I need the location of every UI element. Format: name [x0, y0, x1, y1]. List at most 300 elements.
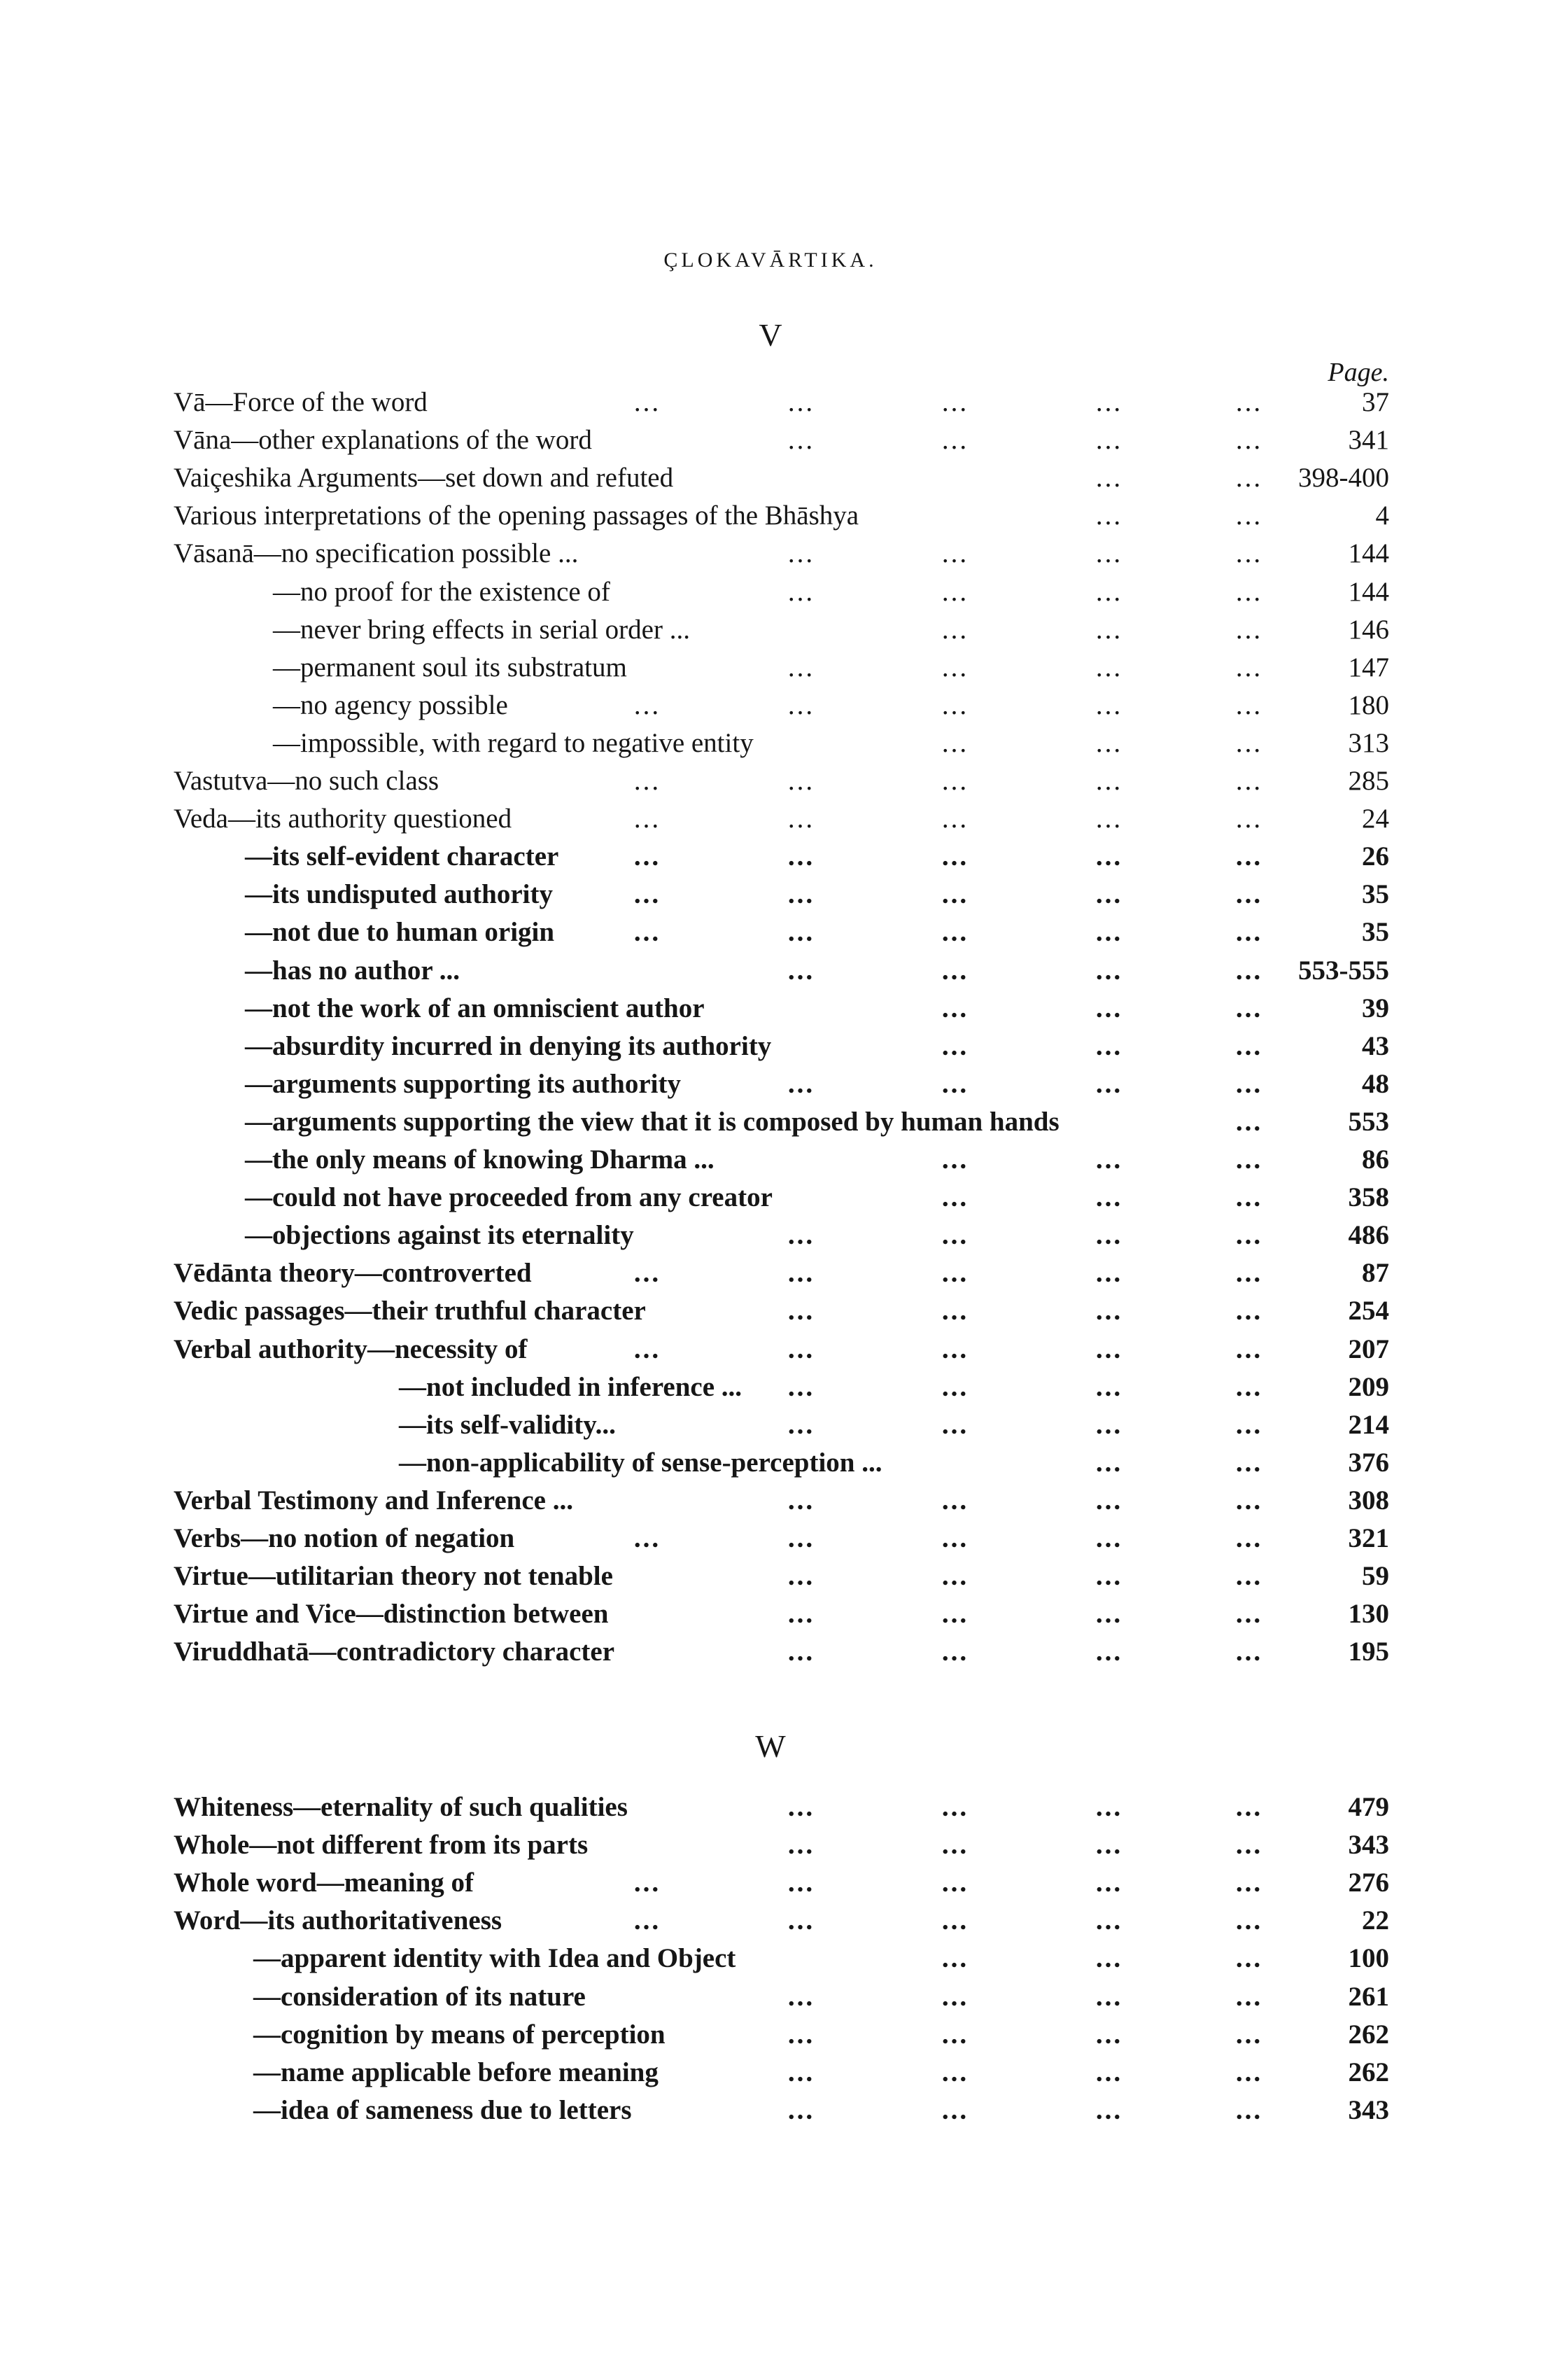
entry-label: —idea of sameness due to letters [253, 2094, 632, 2125]
leader-dots: ... [941, 955, 969, 986]
entry-page-number: 209 [1348, 1371, 1389, 1402]
leader-dots: ... [941, 1905, 969, 1936]
leader-dots: ... [787, 1220, 815, 1251]
index-entry [0, 1028, 1541, 1065]
leader-dots: ... [941, 576, 969, 607]
leader-dots: ... [1235, 1068, 1263, 1099]
leader-dots: ... [1095, 1409, 1123, 1440]
leader-dots: ... [633, 766, 661, 796]
leader-dots: ... [1095, 1868, 1123, 1898]
leader-dots: ... [1095, 538, 1123, 569]
leader-dots: ... [787, 1258, 815, 1289]
leader-dots: ... [1235, 879, 1263, 910]
leader-dots: ... [787, 804, 815, 834]
entry-label: Vaiçeshika Arguments—set down and refuted [174, 463, 674, 493]
index-entry [0, 800, 1541, 838]
leader-dots: ... [1235, 500, 1263, 531]
index-entry [0, 535, 1541, 573]
entry-label: —non-applicability of sense-perception ... [399, 1447, 882, 1478]
entry-label: —not included in inference ... [399, 1371, 743, 1402]
index-entry [0, 1368, 1541, 1406]
leader-dots: ... [1095, 1905, 1123, 1936]
leader-dots: ... [1095, 879, 1123, 910]
leader-dots: ... [787, 1068, 815, 1099]
leader-dots: ... [787, 425, 815, 456]
entry-label: Vāna—other explanations of the word [174, 425, 592, 456]
entry-label: —no agency possible [273, 690, 508, 720]
leader-dots: ... [1095, 1296, 1123, 1326]
index-entry [0, 990, 1541, 1028]
leader-dots: ... [941, 538, 969, 569]
leader-dots: ... [941, 387, 969, 417]
index-entry [0, 1217, 1541, 1254]
entry-page-number: 86 [1362, 1144, 1389, 1175]
leader-dots: ... [787, 1485, 815, 1516]
leader-dots: ... [787, 2019, 815, 2050]
index-entry [0, 2016, 1541, 2054]
leader-dots: ... [787, 538, 815, 569]
leader-dots: ... [633, 1868, 661, 1898]
entry-label: Virtue—utilitarian theory not tenable [174, 1561, 613, 1592]
entry-page-number: 343 [1348, 1830, 1389, 1861]
entry-page-number: 43 [1362, 1030, 1389, 1061]
index-entry [0, 1254, 1541, 1292]
leader-dots: ... [941, 766, 969, 796]
entry-label: Whole—not different from its parts [174, 1830, 589, 1861]
index-entry [0, 876, 1541, 913]
leader-dots: ... [941, 879, 969, 910]
leader-dots: ... [1235, 2057, 1263, 2087]
leader-dots: ... [1095, 1943, 1123, 1974]
entry-page-number: 285 [1348, 766, 1389, 796]
entry-label: Vēdānta theory—controverted [174, 1258, 532, 1289]
leader-dots: ... [1095, 727, 1123, 758]
leader-dots: ... [1095, 1830, 1123, 1861]
leader-dots: ... [1095, 1144, 1123, 1175]
entry-label: Veda—its authority questioned [174, 804, 512, 834]
leader-dots: ... [1095, 1030, 1123, 1061]
entry-label: —arguments supporting the view that it is composed by human hands [245, 1106, 1060, 1137]
entry-page-number: 261 [1348, 1981, 1389, 2012]
leader-dots: ... [1095, 425, 1123, 456]
leader-dots: ... [787, 841, 815, 872]
index-entry [0, 1103, 1541, 1141]
leader-dots: ... [787, 879, 815, 910]
leader-dots: ... [787, 1409, 815, 1440]
entry-page-number: 195 [1348, 1637, 1389, 1667]
leader-dots: ... [941, 804, 969, 834]
entry-page-number: 144 [1348, 576, 1389, 607]
leader-dots: ... [1235, 1409, 1263, 1440]
entry-label: —not due to human origin [245, 917, 555, 948]
entry-page-number: 262 [1348, 2019, 1389, 2050]
index-entry [0, 687, 1541, 724]
index-entry [0, 1864, 1541, 1902]
entry-page-number: 24 [1362, 804, 1389, 834]
entry-label: —the only means of knowing Dharma ... [245, 1144, 715, 1175]
running-title: ÇLOKAVĀRTIKA. [663, 248, 878, 272]
entry-label: Viruddhatā—contradictory character [174, 1637, 615, 1667]
entry-page-number: 100 [1348, 1943, 1389, 1974]
entry-page-number: 4 [1375, 500, 1389, 531]
leader-dots: ... [787, 1981, 815, 2012]
leader-dots: ... [1095, 2094, 1123, 2125]
leader-dots: ... [1095, 766, 1123, 796]
leader-dots: ... [1235, 690, 1263, 720]
leader-dots: ... [787, 766, 815, 796]
entry-page-number: 358 [1348, 1182, 1389, 1213]
leader-dots: ... [941, 993, 969, 1023]
index-entry [0, 2092, 1541, 2129]
leader-dots: ... [633, 690, 661, 720]
leader-dots: ... [1235, 1905, 1263, 1936]
leader-dots: ... [1095, 1371, 1123, 1402]
index-entry [0, 2054, 1541, 2092]
leader-dots: ... [941, 1068, 969, 1099]
leader-dots: ... [1095, 652, 1123, 682]
leader-dots: ... [787, 955, 815, 986]
leader-dots: ... [787, 1637, 815, 1667]
leader-dots: ... [941, 1485, 969, 1516]
leader-dots: ... [787, 1561, 815, 1592]
entry-label: Whole word—meaning of [174, 1868, 474, 1898]
leader-dots: ... [1235, 1144, 1263, 1175]
leader-dots: ... [1235, 766, 1263, 796]
entry-page-number: 35 [1362, 879, 1389, 910]
leader-dots: ... [1095, 1792, 1123, 1822]
leader-dots: ... [1095, 1523, 1123, 1553]
leader-dots: ... [941, 1599, 969, 1630]
leader-dots: ... [1235, 538, 1263, 569]
leader-dots: ... [941, 1030, 969, 1061]
entry-page-number: 87 [1362, 1258, 1389, 1289]
index-entry [0, 1406, 1541, 1444]
leader-dots: ... [1235, 1830, 1263, 1861]
leader-dots: ... [1235, 652, 1263, 682]
leader-dots: ... [941, 1144, 969, 1175]
leader-dots: ... [787, 1905, 815, 1936]
index-entry [0, 1558, 1541, 1595]
index-entry [0, 1633, 1541, 1671]
leader-dots: ... [787, 2094, 815, 2125]
entry-page-number: 313 [1348, 727, 1389, 758]
leader-dots: ... [1235, 1296, 1263, 1326]
index-entry [0, 1520, 1541, 1558]
leader-dots: ... [941, 1371, 969, 1402]
leader-dots: ... [1095, 1561, 1123, 1592]
entry-page-number: 376 [1348, 1447, 1389, 1478]
leader-dots: ... [1095, 1182, 1123, 1213]
entry-label: —its undisputed authority [245, 879, 553, 910]
leader-dots: ... [787, 1830, 815, 1861]
index-entry [0, 573, 1541, 611]
leader-dots: ... [787, 1296, 815, 1326]
entry-page-number: 553 [1348, 1106, 1389, 1137]
entry-page-number: 26 [1362, 841, 1389, 872]
index-entry [0, 1065, 1541, 1103]
index-entry [0, 838, 1541, 876]
entry-label: Vedic passages—their truthful character [174, 1296, 646, 1326]
leader-dots: ... [1235, 1106, 1263, 1137]
index-entry [0, 611, 1541, 649]
entry-label: —consideration of its nature [253, 1981, 586, 2012]
entry-page-number: 180 [1348, 690, 1389, 720]
leader-dots: ... [1235, 841, 1263, 872]
entry-label: Verbal authority—necessity of [174, 1334, 528, 1364]
leader-dots: ... [941, 1637, 969, 1667]
leader-dots: ... [1235, 463, 1263, 493]
entry-page-number: 262 [1348, 2057, 1389, 2087]
entry-page-number: 214 [1348, 1409, 1389, 1440]
index-entry [0, 724, 1541, 762]
entry-page-number: 59 [1362, 1561, 1389, 1592]
entry-label: Vastutva—no such class [174, 766, 439, 796]
entry-label: —objections against its eternality [245, 1220, 634, 1251]
leader-dots: ... [633, 841, 661, 872]
leader-dots: ... [1095, 500, 1123, 531]
leader-dots: ... [1235, 1220, 1263, 1251]
leader-dots: ... [633, 804, 661, 834]
leader-dots: ... [1235, 993, 1263, 1023]
section-heading-w: W [755, 1728, 786, 1764]
entry-label: Word—its authoritativeness [174, 1905, 502, 1936]
leader-dots: ... [1235, 1981, 1263, 2012]
leader-dots: ... [1235, 576, 1263, 607]
leader-dots: ... [1095, 917, 1123, 948]
leader-dots: ... [941, 1981, 969, 2012]
leader-dots: ... [941, 1334, 969, 1364]
entry-page-number: 147 [1348, 652, 1389, 682]
entry-page-number: 144 [1348, 538, 1389, 569]
leader-dots: ... [941, 614, 969, 645]
entry-label: Verbal Testimony and Inference ... [174, 1485, 573, 1516]
leader-dots: ... [941, 841, 969, 872]
entry-label: Vā—Force of the word [174, 387, 428, 417]
leader-dots: ... [633, 1523, 661, 1553]
leader-dots: ... [941, 1943, 969, 1974]
leader-dots: ... [787, 917, 815, 948]
index-entry [0, 384, 1541, 421]
entry-label: —name applicable before meaning [253, 2057, 659, 2087]
leader-dots: ... [941, 1523, 969, 1553]
index-entry [0, 1482, 1541, 1520]
leader-dots: ... [1095, 841, 1123, 872]
leader-dots: ... [1095, 690, 1123, 720]
index-entry [0, 1444, 1541, 1482]
entry-label: —its self-validity... [399, 1409, 616, 1440]
index-entry [0, 421, 1541, 459]
leader-dots: ... [1235, 1561, 1263, 1592]
leader-dots: ... [941, 1182, 969, 1213]
entry-page-number: 276 [1348, 1868, 1389, 1898]
leader-dots: ... [1235, 955, 1263, 986]
leader-dots: ... [787, 2057, 815, 2087]
entry-label: —could not have proceeded from any creator [245, 1182, 773, 1213]
leader-dots: ... [941, 1296, 969, 1326]
leader-dots: ... [941, 1868, 969, 1898]
entry-label: —has no author ... [245, 955, 460, 986]
leader-dots: ... [941, 1792, 969, 1822]
entry-page-number: 35 [1362, 917, 1389, 948]
index-entry [0, 913, 1541, 951]
leader-dots: ... [787, 652, 815, 682]
entry-page-number: 553-555 [1298, 955, 1389, 986]
leader-dots: ... [941, 1830, 969, 1861]
index-entry [0, 649, 1541, 687]
leader-dots: ... [1095, 1447, 1123, 1478]
entry-page-number: 254 [1348, 1296, 1389, 1326]
leader-dots: ... [1095, 614, 1123, 645]
leader-dots: ... [1235, 1258, 1263, 1289]
entry-label: —its self-evident character [245, 841, 559, 872]
leader-dots: ... [1235, 2019, 1263, 2050]
entry-label: —not the work of an omniscient author [245, 993, 705, 1023]
leader-dots: ... [941, 1409, 969, 1440]
index-entry [0, 1940, 1541, 1977]
leader-dots: ... [1235, 1485, 1263, 1516]
leader-dots: ... [1095, 1068, 1123, 1099]
leader-dots: ... [633, 1334, 661, 1364]
leader-dots: ... [1235, 1868, 1263, 1898]
leader-dots: ... [1235, 1182, 1263, 1213]
entry-page-number: 308 [1348, 1485, 1389, 1516]
leader-dots: ... [1095, 1220, 1123, 1251]
leader-dots: ... [1235, 425, 1263, 456]
leader-dots: ... [941, 1561, 969, 1592]
index-entry [0, 459, 1541, 497]
entry-page-number: 22 [1362, 1905, 1389, 1936]
leader-dots: ... [1095, 387, 1123, 417]
entry-label: —arguments supporting its authority [245, 1068, 681, 1099]
index-entry [0, 1902, 1541, 1940]
section-heading-v: V [759, 317, 782, 353]
leader-dots: ... [787, 1792, 815, 1822]
entry-label: —apparent identity with Idea and Object [253, 1943, 736, 1974]
leader-dots: ... [787, 1599, 815, 1630]
entry-page-number: 39 [1362, 993, 1389, 1023]
leader-dots: ... [633, 1258, 661, 1289]
leader-dots: ... [941, 2057, 969, 2087]
entry-page-number: 343 [1348, 2094, 1389, 2125]
leader-dots: ... [787, 1868, 815, 1898]
entry-page-number: 37 [1362, 387, 1389, 417]
leader-dots: ... [1095, 1485, 1123, 1516]
leader-dots: ... [1235, 1371, 1263, 1402]
index-entry [0, 1788, 1541, 1826]
leader-dots: ... [1095, 804, 1123, 834]
entry-page-number: 48 [1362, 1068, 1389, 1099]
entry-page-number: 146 [1348, 614, 1389, 645]
leader-dots: ... [941, 425, 969, 456]
leader-dots: ... [1095, 993, 1123, 1023]
leader-dots: ... [941, 652, 969, 682]
leader-dots: ... [1235, 727, 1263, 758]
leader-dots: ... [1235, 1599, 1263, 1630]
leader-dots: ... [1235, 2094, 1263, 2125]
leader-dots: ... [1095, 576, 1123, 607]
entry-page-number: 479 [1348, 1792, 1389, 1822]
leader-dots: ... [633, 1905, 661, 1936]
entry-label: —impossible, with regard to negative entity [273, 727, 754, 758]
entry-page-number: 341 [1348, 425, 1389, 456]
entry-label: —never bring effects in serial order ... [273, 614, 690, 645]
index-entry [0, 497, 1541, 535]
leader-dots: ... [1235, 387, 1263, 417]
entry-label: Virtue and Vice—distinction between [174, 1599, 609, 1630]
index-entry [0, 1331, 1541, 1368]
leader-dots: ... [787, 1371, 815, 1402]
leader-dots: ... [1095, 1258, 1123, 1289]
leader-dots: ... [1235, 1030, 1263, 1061]
leader-dots: ... [787, 690, 815, 720]
entry-label: Verbs—no notion of negation [174, 1523, 515, 1553]
index-entry [0, 952, 1541, 990]
entry-label: Vāsanā—no specification possible ... [174, 538, 579, 569]
entry-label: Various interpretations of the opening passages of the Bhāshya [174, 500, 859, 531]
leader-dots: ... [1235, 1523, 1263, 1553]
leader-dots: ... [941, 690, 969, 720]
leader-dots: ... [941, 1258, 969, 1289]
leader-dots: ... [787, 1334, 815, 1364]
leader-dots: ... [1235, 1447, 1263, 1478]
entry-page-number: 321 [1348, 1523, 1389, 1553]
entry-page-number: 207 [1348, 1334, 1389, 1364]
leader-dots: ... [787, 1523, 815, 1553]
entry-label: —no proof for the existence of [273, 576, 610, 607]
index-entry [0, 1826, 1541, 1864]
leader-dots: ... [941, 2094, 969, 2125]
leader-dots: ... [1095, 1334, 1123, 1364]
leader-dots: ... [633, 879, 661, 910]
entry-label: Whiteness—eternality of such qualities [174, 1792, 628, 1822]
entry-page-number: 398-400 [1298, 463, 1389, 493]
index-entry [0, 1978, 1541, 2016]
entry-page-number: 486 [1348, 1220, 1389, 1251]
leader-dots: ... [941, 2019, 969, 2050]
leader-dots: ... [1095, 2019, 1123, 2050]
entry-page-number: 130 [1348, 1599, 1389, 1630]
leader-dots: ... [1095, 2057, 1123, 2087]
leader-dots: ... [1095, 1599, 1123, 1630]
leader-dots: ... [1095, 1981, 1123, 2012]
index-entry [0, 1179, 1541, 1217]
leader-dots: ... [1095, 955, 1123, 986]
leader-dots: ... [1235, 614, 1263, 645]
leader-dots: ... [1235, 804, 1263, 834]
leader-dots: ... [941, 917, 969, 948]
index-entry [0, 1141, 1541, 1179]
leader-dots: ... [633, 917, 661, 948]
leader-dots: ... [1235, 1943, 1263, 1974]
index-entry [0, 1595, 1541, 1633]
leader-dots: ... [1235, 1792, 1263, 1822]
leader-dots: ... [1235, 1334, 1263, 1364]
leader-dots: ... [941, 1220, 969, 1251]
leader-dots: ... [1235, 917, 1263, 948]
leader-dots: ... [633, 387, 661, 417]
leader-dots: ... [1095, 463, 1123, 493]
leader-dots: ... [787, 387, 815, 417]
page-column-label: Page. [1328, 358, 1389, 387]
leader-dots: ... [1095, 1637, 1123, 1667]
index-entry [0, 762, 1541, 800]
leader-dots: ... [1235, 1637, 1263, 1667]
entry-label: —absurdity incurred in denying its authority [245, 1030, 772, 1061]
index-entry [0, 1292, 1541, 1330]
entry-label: —permanent soul its substratum [273, 652, 627, 682]
entry-label: —cognition by means of perception [253, 2019, 666, 2050]
leader-dots: ... [941, 727, 969, 758]
